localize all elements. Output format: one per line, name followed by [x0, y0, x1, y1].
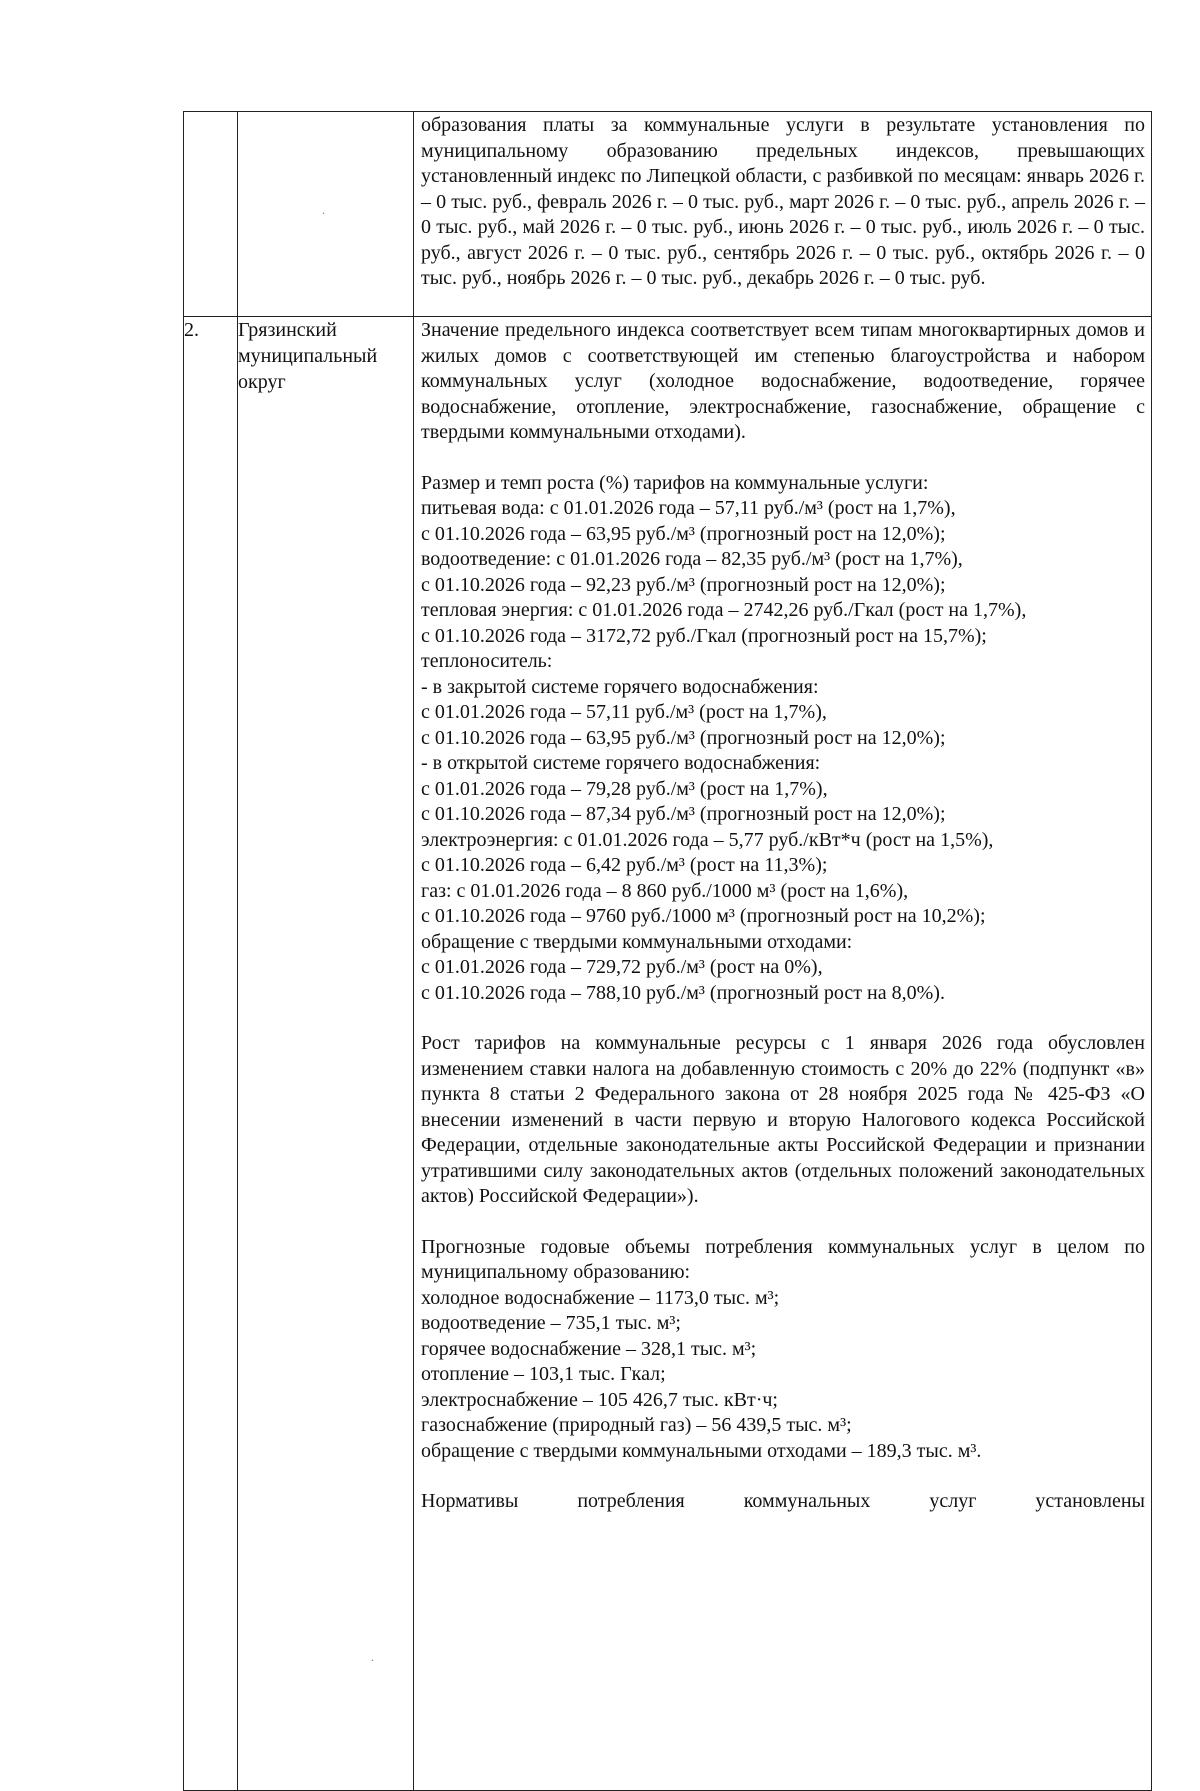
- row-number-cell: 2.: [184, 317, 238, 1791]
- row-name-cell: [238, 112, 414, 317]
- tariff-line: теплоноситель:: [421, 650, 553, 672]
- document-table: [183, 111, 1152, 1791]
- tariff-line: тепловая энергия: с 01.01.2026 года – 2742,26 руб./Гкал (рост на 1,7%),: [421, 599, 1027, 621]
- tariff-line: с 01.01.2026 года – 57,11 руб./м³ (рост на 1,7%),: [421, 701, 827, 723]
- tariff-line: с 01.10.2026 года – 92,23 руб./м³ (прогнозный рост на 12,0%);: [421, 573, 946, 596]
- payment-months-paragraph: образования платы за коммунальные услуги в результате установления по муниципальному образованию предельных индексов, превышающих установленный индекс по Липецкой области, с разбивкой по месяцам: январь 2026 г. – 0 тыс. руб., февраль 2026 г. – 0 тыс. руб., март 2026 г. – 0 тыс. руб., апрель 2026 г. – 0 тыс. руб., май 2026 г. – 0 тыс. руб., июнь 2026 г. – 0 тыс. руб., июль 2026 г. – 0 тыс. руб., август 2026 г. – 0 тыс. руб., сентябрь 2026 г. – 0 тыс. руб., октябрь 2026 г. – 0 тыс. руб., ноябрь 2026 г. – 0 тыс. руб., декабрь 2026 г. – 0 тыс. руб.: [421, 114, 1145, 289]
- volume-line: холодное водоснабжение – 1173,0 тыс. м³;: [421, 1286, 780, 1309]
- volume-line: газоснабжение (природный газ) – 56 439,5 тыс. м³;: [421, 1414, 852, 1436]
- tariff-line: с 01.10.2026 года – 3172,72 руб./Гкал (прогнозный рост на 15,7%);: [421, 624, 987, 647]
- volume-line: обращение с твердыми коммунальными отходами – 189,3 тыс. м³.: [421, 1439, 982, 1462]
- volume-line: горячее водоснабжение – 328,1 тыс. м³;: [421, 1337, 757, 1360]
- tariff-line: с 01.10.2026 года – 9760 руб./1000 м³ (прогнозный рост на 10,2%);: [421, 905, 986, 927]
- volume-line: водоотведение – 735,1 тыс. м³;: [421, 1312, 681, 1334]
- tariff-line: питьевая вода: с 01.01.2026 года – 57,11 руб./м³ (рост на 1,7%),: [421, 497, 956, 519]
- tariff-line: с 01.01.2026 года – 79,28 руб./м³ (рост на 1,7%),: [421, 777, 828, 800]
- volume-line: электроснабжение – 105 426,7 тыс. кВт·ч;: [421, 1388, 778, 1411]
- vat-growth-paragraph: Рост тарифов на коммунальные ресурсы с 1 января 2026 года обусловлен изменением ставки налога на добавленную стоимость с 20% до 22% (подпункт «в» пункта 8 статьи 2 Федерального закона от 28 ноября 2025 года № 425-ФЗ «О внесении изменений в части первую и вторую Налогового кодекса Российской Федерации, отдельные законодательные акты Российской Федерации и признании утратившими силу законодательных актов (отдельных положений законодательных актов) Российской Федерации»).: [421, 1032, 1145, 1207]
- tariff-line: водоотведение: с 01.01.2026 года – 82,35 руб./м³ (рост на 1,7%),: [421, 548, 963, 570]
- tariff-line: электроэнергия: с 01.01.2026 года – 5,77 руб./кВт*ч (рост на 1,5%),: [421, 828, 994, 851]
- row-number-cell: [184, 112, 238, 317]
- row-description-cell: [414, 112, 1152, 317]
- tariff-line: с 01.10.2026 года – 788,10 руб./м³ (прогнозный рост на 8,0%).: [421, 981, 945, 1004]
- tariff-line: - в закрытой системе горячего водоснабжения:: [421, 675, 819, 698]
- tariff-line: с 01.10.2026 года – 87,34 руб./м³ (прогнозный рост на 12,0%);: [421, 803, 946, 825]
- tariff-line: с 01.10.2026 года – 63,95 руб./м³ (прогнозный рост на 12,0%);: [421, 726, 946, 749]
- tariff-list: [421, 496, 1145, 1006]
- tariffs-heading: Размер и темп роста (%) тарифов на коммунальные услуги:: [421, 471, 929, 494]
- row-description-cell: [414, 317, 1152, 1791]
- tariff-line: газ: с 01.01.2026 года – 8 860 руб./1000 м³ (рост на 1,6%),: [421, 879, 909, 902]
- index-intro-paragraph: Значение предельного индекса соответствует всем типам многоквартирных домов и жилых домов с соответствующей им степенью благоустройства и набором коммунальных услуг (холодное водоснабжение, водоотведение, горячее водоснабжение, отопление, электроснабжение, газоснабжение, обращение с твердыми коммунальными отходами).: [421, 319, 1145, 443]
- tariff-line: обращение с твердыми коммунальными отходами:: [421, 930, 853, 953]
- table-row: [184, 317, 1152, 1791]
- tariff-line: с 01.10.2026 года – 63,95 руб./м³ (прогнозный рост на 12,0%);: [421, 522, 946, 545]
- tariff-line: с 01.01.2026 года – 729,72 руб./м³ (рост на 0%),: [421, 956, 823, 978]
- table-row: [184, 112, 1152, 317]
- volume-list: [421, 1286, 1145, 1465]
- tariff-line: с 01.10.2026 года – 6,42 руб./м³ (рост на 11,3%);: [421, 854, 828, 876]
- tariff-line: - в открытой системе горячего водоснабжения:: [421, 752, 821, 774]
- volumes-heading: Прогнозные годовые объемы потребления коммунальных услуг в целом по муниципальному образованию:: [421, 1235, 1145, 1283]
- scan-speck: .: [322, 203, 325, 217]
- municipality-name-cell: Грязинский муниципальный округ: [238, 317, 414, 1791]
- norms-paragraph-start: Нормативы потребления коммунальных услуг установлены: [421, 1490, 1145, 1512]
- scan-speck: .: [371, 1650, 374, 1664]
- volume-line: отопление – 103,1 тыс. Гкал;: [421, 1363, 666, 1385]
